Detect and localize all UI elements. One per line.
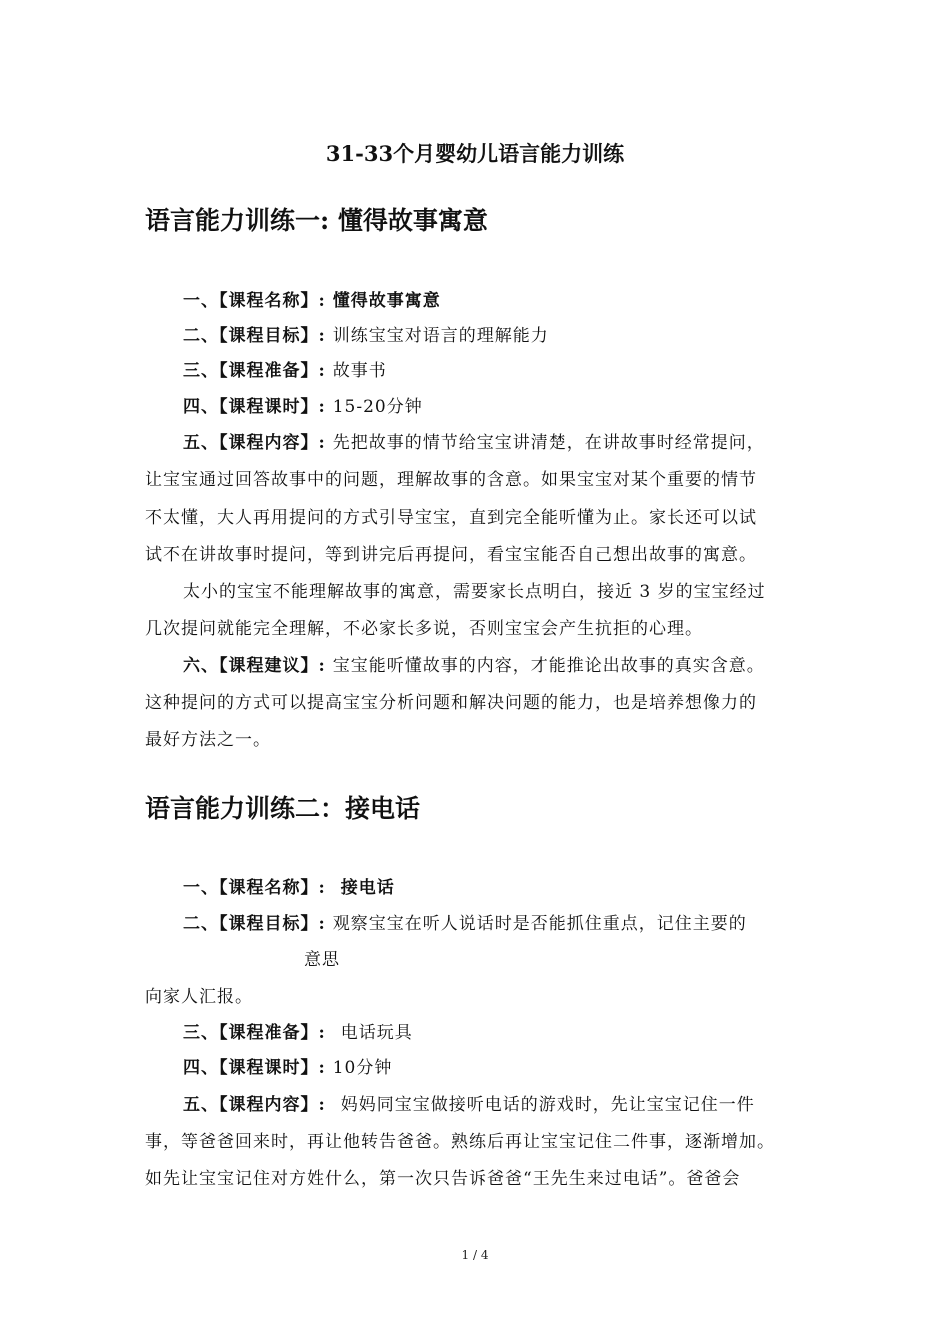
s2-goal-line2: 意思 xyxy=(304,950,340,970)
s1-course-prep-value: 故事书 xyxy=(332,361,387,381)
s1-course-suggestion-line1: 宝宝能听懂故事的内容，才能推论出故事的真实含意。 xyxy=(332,656,765,676)
s2-course-prep-label: 三、【课程准备】: xyxy=(183,1023,333,1043)
s1-course-name xyxy=(183,284,848,318)
s2-course-name xyxy=(183,871,848,905)
s2-course-goal-line1: 观察宝宝在听人说话时是否能抓住重点，记住主要的 xyxy=(332,914,747,934)
s1-course-content-label: 五、【课程内容】: xyxy=(183,433,333,453)
s1-content-line4: 试不在讲故事时提问，等到讲完后再提问，看宝宝能否自己想出故事的寓意。 xyxy=(145,545,757,565)
document-title: 31-33个月婴幼儿语言能力训练 xyxy=(325,141,625,166)
s1-course-name-label: 一、【课程名称】: xyxy=(183,291,333,311)
section-heading-2: 语言能力训练二：接电话 xyxy=(145,794,421,823)
s1-course-suggestion-label: 六、【课程建议】: xyxy=(183,656,333,676)
s2-course-content xyxy=(183,1088,848,1122)
s2-content-line2: 事，等爸爸回来时，再让他转告爸爸。熟练后再让宝宝记住二件事，逐渐增加。 xyxy=(145,1132,775,1152)
s2-content-line3: 如先让宝宝记住对方姓什么，第一次只告诉爸爸“王先生来过电话”。爸爸会 xyxy=(145,1169,741,1189)
s1-content-line3: 不太懂，大人再用提问的方式引导宝宝，直到完全能听懂为止。家长还可以试 xyxy=(145,508,757,528)
s2-course-goal xyxy=(183,907,848,941)
s1-suggestion-line3: 最好方法之一。 xyxy=(145,730,271,750)
s1-course-prep-label: 三、【课程准备】: xyxy=(183,361,333,381)
s2-course-duration-value: 10分钟 xyxy=(332,1058,393,1078)
s1-course-name-value: 懂得故事寓意 xyxy=(332,291,441,311)
s1-content-line2: 让宝宝通过回答故事中的问题，理解故事的含意。如果宝宝对某个重要的情节 xyxy=(145,470,757,490)
s2-course-goal-label: 二、【课程目标】: xyxy=(183,914,333,934)
s2-goal-line3: 向家人汇报。 xyxy=(145,987,253,1007)
s1-course-content-line1: 先把故事的情节给宝宝讲清楚，在讲故事时经常提问， xyxy=(332,433,765,453)
s2-course-prep xyxy=(183,1016,848,1050)
s1-suggestion-line2: 这种提问的方式可以提高宝宝分析问题和解决问题的能力，也是培养想像力的 xyxy=(145,693,757,713)
s2-course-content-line1: 妈妈同宝宝做接听电话的游戏时，先让宝宝记住一件 xyxy=(340,1095,755,1115)
s1-note-line2: 几次提问就能完全理解，不必家长多说，否则宝宝会产生抗拒的心理。 xyxy=(145,619,703,639)
s1-note-line1: 太小的宝宝不能理解故事的寓意，需要家长点明白，接近 3 岁的宝宝经过 xyxy=(183,582,766,602)
s2-course-name-value: 接电话 xyxy=(340,878,395,898)
s1-course-content xyxy=(183,426,848,460)
s2-course-name-label: 一、【课程名称】: xyxy=(183,878,333,898)
s1-course-duration xyxy=(183,390,848,424)
s1-course-duration-value: 15-20分钟 xyxy=(332,397,423,417)
s1-course-goal-value: 训练宝宝对语言的理解能力 xyxy=(332,326,549,346)
section-heading-1: 语言能力训练一: 懂得故事寓意 xyxy=(145,206,488,235)
s2-course-duration xyxy=(183,1051,848,1085)
s1-course-duration-label: 四、【课程课时】: xyxy=(183,397,333,417)
s1-course-goal xyxy=(183,319,848,353)
s2-course-prep-value: 电话玩具 xyxy=(340,1023,413,1043)
page-number: 1 / 4 xyxy=(461,1248,489,1262)
s1-course-goal-label: 二、【课程目标】: xyxy=(183,326,333,346)
s1-course-prep xyxy=(183,354,848,388)
s2-course-content-label: 五、【课程内容】: xyxy=(183,1095,333,1115)
s2-course-duration-label: 四、【课程课时】: xyxy=(183,1058,333,1078)
s1-course-suggestion xyxy=(183,649,848,683)
